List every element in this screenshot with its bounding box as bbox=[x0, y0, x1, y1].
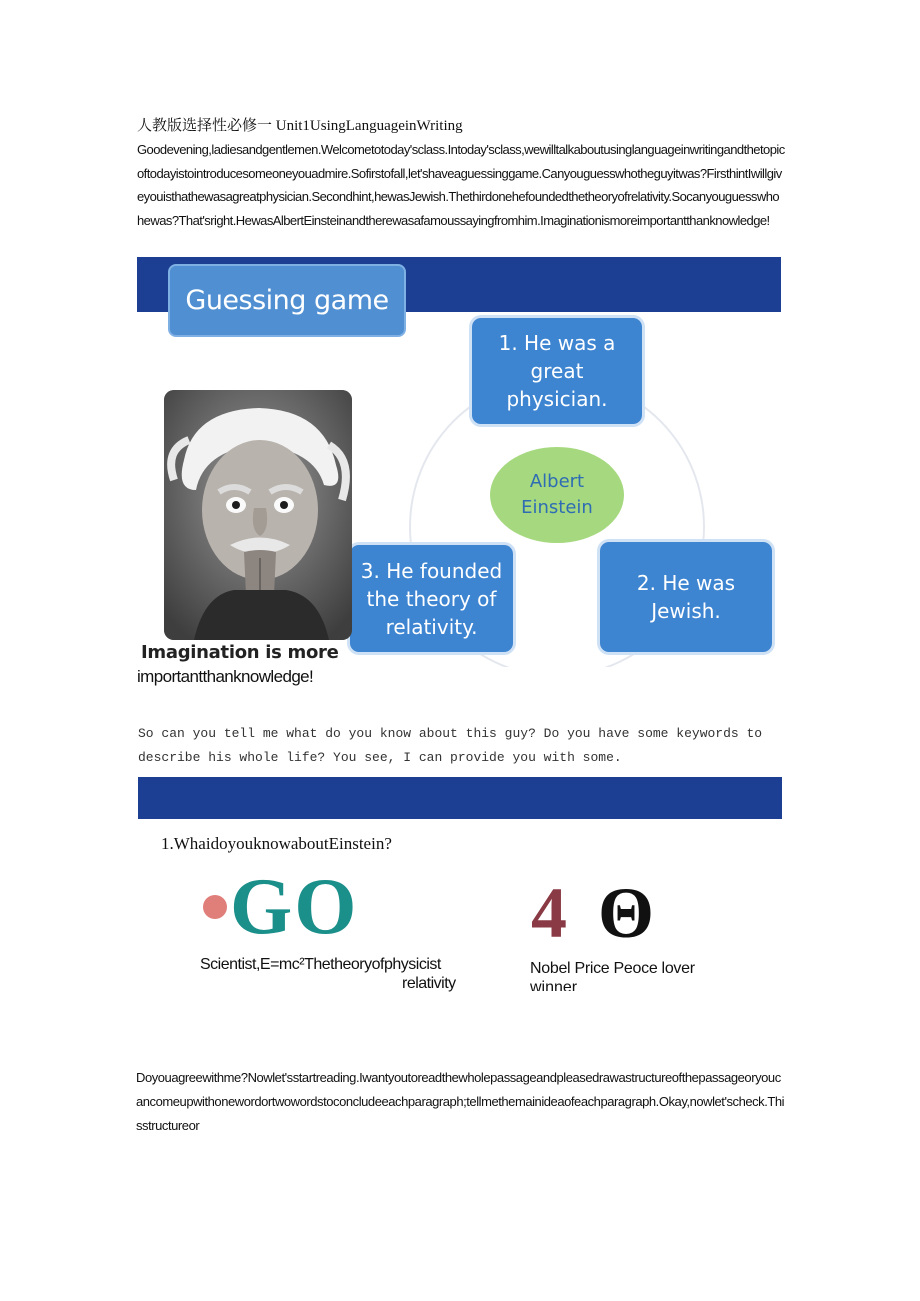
document-title: 人教版选择性必修一 Unit1UsingLanguageinWriting bbox=[137, 118, 463, 134]
hint-text-1: 1. He was a great physician. bbox=[498, 331, 616, 411]
portrait-drawing bbox=[164, 390, 352, 640]
intro-paragraph: Goodevening,ladiesandgentlemen.Welcometotoday'sclass.Intoday'sclass,wewilltalkaboutusinglanguageinwritingandthetopicoftodayistointroducesomeoneyouadmire.Sofirstofall,let'shaveaguessinggame.Canyouguesswhotheguyitwas?FirsthintIwillgiveyouisthathewasagreatphysician.Secondhint,hewasJewish.Thethirdonehefoundedthetheoryofrelativity.Socanyouguesswhohewas?That'sright.HewasAlbertEinsteinandtherewasafamoussayingfromhim.Imaginationismoreimportantthanknowledge! bbox=[137, 142, 785, 228]
answer-text: Albert Einstein bbox=[521, 471, 593, 518]
closing-paragraph: Doyouagreewithme?Nowlet'sstartreading.Iwantyoutoreadthewholepassageandpleasedrawastructureofthepassageoryoucancomeupwithonewordortwowordstoconcludeeachparagraph;tellmethemainideaofeachparagraph.Okay,nowlet'scheck.Thisstructureor bbox=[136, 1070, 785, 1133]
quote-continuation: importantthanknowledge! bbox=[137, 667, 314, 686]
hint-box-2 bbox=[600, 542, 772, 652]
slide-quote: Imagination is more bbox=[141, 642, 339, 663]
slide-title: Guessing game bbox=[185, 285, 389, 316]
hint-text-3: 3. He founded the theory of relativity. bbox=[360, 558, 503, 639]
glyph-four: 4 bbox=[531, 873, 567, 953]
hint-box-1 bbox=[472, 318, 642, 424]
keywords-right: Nobel Price Peoce lover bbox=[530, 960, 695, 977]
keywords-left: Scientist,E=mc²Thetheoryofphysicist bbox=[200, 956, 441, 973]
keywords-right-clip bbox=[530, 978, 577, 991]
slide2-question: 1.WhaidoyouknowaboutEinstein? bbox=[161, 834, 392, 853]
hint-text-2: 2. He was Jewish. bbox=[636, 571, 736, 623]
answer-bubble bbox=[490, 447, 624, 543]
question-paragraph: So can you tell me what do you know about this guy? Do you have some keywords to describe his whole life? You see, I can provide you with some. bbox=[138, 726, 763, 765]
slide-title-box bbox=[168, 264, 406, 337]
hint-box-3 bbox=[350, 545, 513, 652]
glyph-go: GO bbox=[230, 863, 359, 951]
slide2-header-band bbox=[138, 777, 782, 819]
einstein-portrait-icon bbox=[164, 390, 352, 640]
guessing-game-slide bbox=[137, 257, 781, 667]
bullet-dot-icon bbox=[203, 895, 227, 919]
glyph-theta: Θ bbox=[598, 873, 655, 953]
keywords-right-2: winner bbox=[530, 979, 578, 991]
keywords-left-2: relativity bbox=[402, 975, 456, 992]
